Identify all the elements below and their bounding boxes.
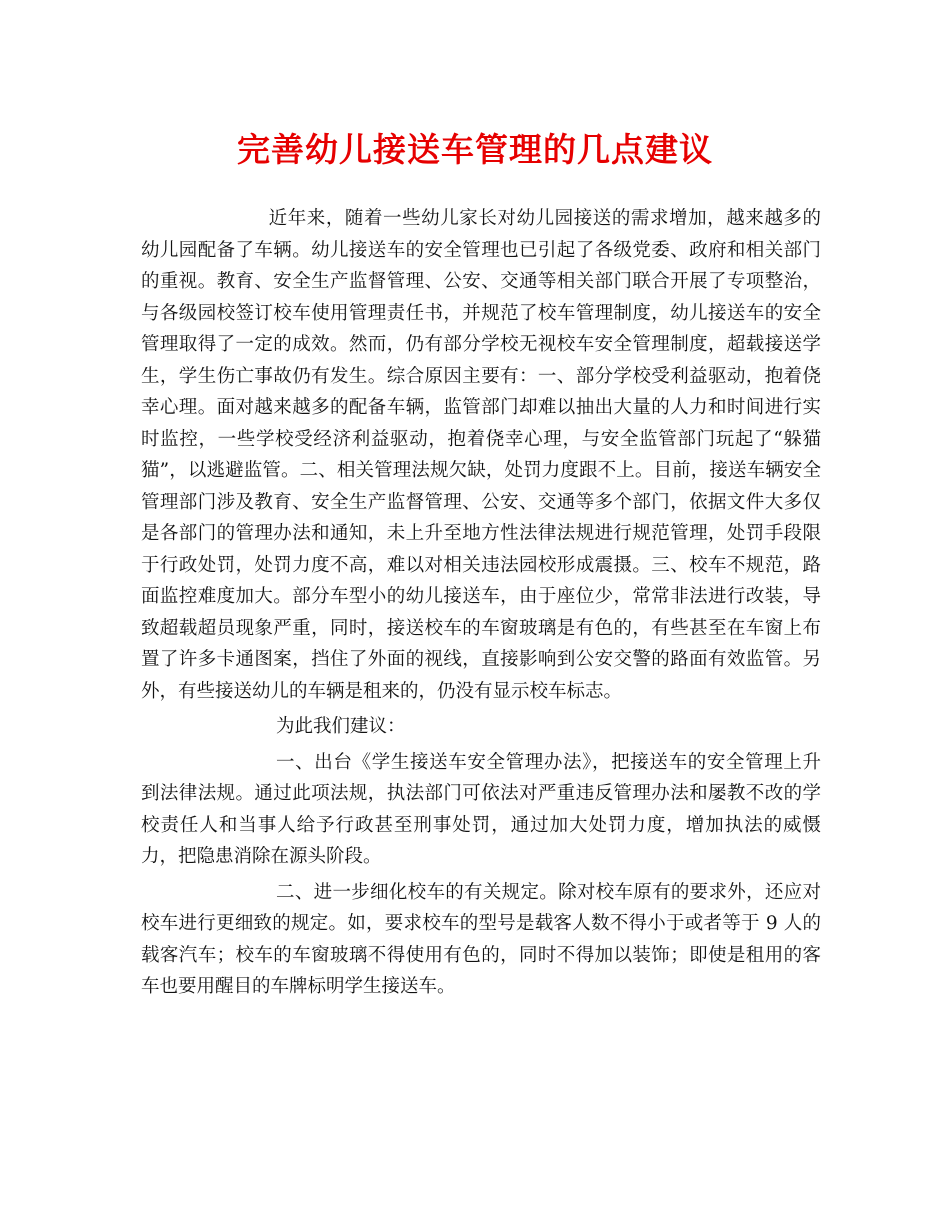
document-body (141, 203, 821, 1003)
paragraph-suggestion-1: 一、出台《学生接送车安全管理办法》，把接送车的安全管理上升到法律法规。通过此项法规，执法部门可依法对严重违反管理办法和屡教不改的学校责任人和当事人给予行政甚至刑事处罚，通过加大处罚力度，增加执法的威慑力，把隐患消除在源头阶段。 (141, 751, 821, 867)
paragraph-background: 近年来，随着一些幼儿家长对幼儿园接送的需求增加，越来越多的幼儿园配备了车辆。幼儿接送车的安全管理也已引起了各级党委、政府和相关部门的重视。教育、安全生产监督管理、公安、交通等相关部门联合开展了专项整治，与各级园校签订校车使用管理责任书，并规范了校车管理制度，幼儿接送车的安全管理取得了一定的成效。然而，仍有部分学校无视校车安全管理制度，超载接送学生，学生伤亡事故仍有发生。综合原因主要有：一、部分学校受利益驱动，抱着侥幸心理。面对越来越多的配备车辆，监管部门却难以抽出大量的人力和时间进行实时监控，一些学校受经济利益驱动，抱着侥幸心理，与安全监管部门玩起了“躲猫猫”，以逃避监管。二、相关管理法规欠缺，处罚力度跟不上。目前，接送车辆安全管理部门涉及教育、安全生产监督管理、公安、交通等多个部门，依据文件大多仅是各部门的管理办法和通知，未上升至地方性法律法规进行规范管理，处罚手段限于行政处罚，处罚力度不高，难以对相关违法园校形成震摄。三、校车不规范，路面监控难度加大。部分车型小的幼儿接送车，由于座位少，常常非法进行改装，导致超载超员现象严重，同时，接送校车的车窗玻璃是有色的，有些甚至在车窗上布置了许多卡通图案，挡住了外面的视线，直接影响到公安交警的路面有效监管。另外，有些接送幼儿的车辆是租来的，仍没有显示校车标志。 (141, 208, 821, 702)
paragraph-suggestion-lead: 为此我们建议： (276, 716, 406, 737)
document-title: 完善幼儿接送车管理的几点建议 (237, 130, 713, 169)
paragraph-suggestion-2: 二、进一步细化校车的有关规定。除对校车原有的要求外，还应对校车进行更细致的规定。如，要求校车的型号是载客人数不得小于或者等于 9 人的载客汽车；校车的车窗玻璃不得使用有色的，同时不得加以装饰；即使是租用的客车也要用醒目的车牌标明学生接送车。 (141, 881, 821, 997)
